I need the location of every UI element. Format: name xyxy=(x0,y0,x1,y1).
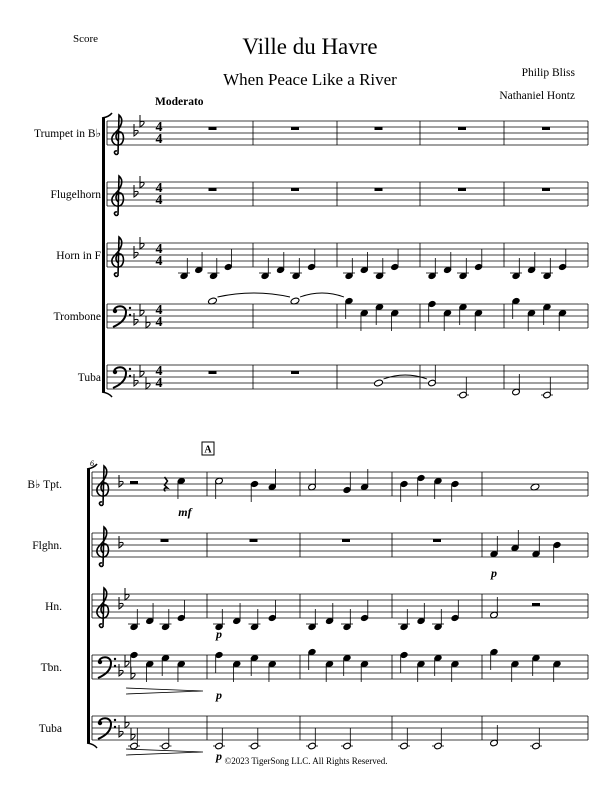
bass-clef-dot xyxy=(129,375,131,377)
dynamic-marking: p xyxy=(216,627,222,641)
flat-icon xyxy=(119,725,123,737)
staff-trumpet-in-b- xyxy=(34,115,588,154)
time-signature-top: 4 xyxy=(155,181,163,196)
whole-rest-icon xyxy=(291,371,299,374)
time-signature-top: 4 xyxy=(155,242,163,257)
whole-rest-icon xyxy=(209,371,217,374)
whole-rest-icon xyxy=(209,188,217,191)
instrument-label: Tuba xyxy=(38,723,62,735)
instrument-label: Trumpet in B♭ xyxy=(34,128,101,140)
whole-rest-icon xyxy=(458,188,466,191)
whole-rest-icon xyxy=(250,539,258,542)
staff-hn- xyxy=(45,588,588,631)
bass-clef-dot xyxy=(114,658,116,660)
instrument-label: Horn in F xyxy=(56,250,101,262)
whole-rest-icon xyxy=(458,127,466,130)
flat-icon xyxy=(119,664,123,676)
whole-rest-icon xyxy=(342,539,350,542)
half-rest-icon xyxy=(532,603,540,606)
tempo-marking: Moderato xyxy=(155,96,204,108)
system-2 xyxy=(27,459,588,750)
bass-clef-dot xyxy=(113,370,117,374)
bracket-hook xyxy=(102,392,112,397)
whole-rest-icon xyxy=(542,188,550,191)
instrument-label: Flugelhorn xyxy=(50,189,101,201)
bass-clef-dot xyxy=(114,665,116,667)
staff-b-tpt- xyxy=(27,459,588,505)
staff-tbn- xyxy=(41,648,588,682)
instrument-label: Tbn. xyxy=(40,662,62,674)
bass-clef-dot xyxy=(98,721,102,725)
time-signature-bottom: 4 xyxy=(155,132,163,147)
staff-tuba xyxy=(39,716,588,750)
flat-icon xyxy=(119,536,123,548)
flat-icon xyxy=(119,597,123,609)
composer: Philip Bliss xyxy=(521,67,575,79)
flat-icon xyxy=(134,313,138,325)
time-signature-bottom: 4 xyxy=(155,254,163,269)
instrument-label: Tuba xyxy=(77,372,101,384)
arranger: Nathaniel Hontz xyxy=(499,90,575,102)
bass-clef-dot xyxy=(114,726,116,728)
time-signature-top: 4 xyxy=(155,303,163,318)
whole-rest-icon xyxy=(291,127,299,130)
flat-icon xyxy=(134,124,138,136)
instrument-label: Trombone xyxy=(53,311,101,323)
tie xyxy=(218,293,291,297)
time-signature-bottom: 4 xyxy=(155,193,163,208)
staff-trombone xyxy=(54,293,589,331)
staff-flugelhorn xyxy=(51,176,588,215)
system-1 xyxy=(34,113,588,399)
bass-clef-dot xyxy=(129,368,131,370)
time-signature-top: 4 xyxy=(155,364,163,379)
dynamic-marking: mf xyxy=(178,505,192,519)
tie xyxy=(300,293,344,297)
bass-clef-dot xyxy=(129,314,131,316)
staff-flghn- xyxy=(32,527,588,566)
bass-clef-dot xyxy=(98,660,102,664)
dynamic-marking: p xyxy=(216,749,222,763)
bass-clef-dot xyxy=(129,307,131,309)
flat-icon xyxy=(134,374,138,386)
instrument-label: B♭ Tpt. xyxy=(27,479,62,491)
flat-icon xyxy=(119,475,123,487)
whole-rest-icon xyxy=(542,127,550,130)
whole-rest-icon xyxy=(291,188,299,191)
flat-icon xyxy=(134,185,138,197)
time-signature-bottom: 4 xyxy=(155,315,163,330)
decrescendo-hairpin xyxy=(126,749,203,755)
piece-subtitle: When Peace Like a River xyxy=(223,70,397,89)
rehearsal-mark: A xyxy=(204,444,212,456)
bass-clef-dot xyxy=(114,719,116,721)
staff-tuba xyxy=(78,364,588,399)
measure-number: 6 xyxy=(90,459,94,468)
instrument-label: Hn. xyxy=(45,601,62,613)
whole-rest-icon xyxy=(375,127,383,130)
copyright: ©2023 TigerSong LLC. All Rights Reserved. xyxy=(224,756,388,766)
flat-icon xyxy=(134,246,138,258)
dynamic-marking: p xyxy=(216,688,222,702)
instrument-label: Flghn. xyxy=(32,540,62,552)
system-bracket xyxy=(87,469,90,743)
piece-title: Ville du Havre xyxy=(242,34,378,59)
whole-rest-icon xyxy=(375,188,383,191)
whole-note xyxy=(374,379,384,387)
whole-rest-icon xyxy=(433,539,441,542)
system-bracket xyxy=(102,118,105,392)
whole-rest-icon xyxy=(161,539,169,542)
bracket-hook xyxy=(87,743,97,748)
decrescendo-hairpin xyxy=(126,688,203,694)
time-signature-top: 4 xyxy=(155,120,163,135)
bracket-hook xyxy=(102,113,112,118)
half-rest-icon xyxy=(130,481,138,484)
time-signature-bottom: 4 xyxy=(155,376,163,391)
staff-horn-in-f xyxy=(56,237,588,280)
whole-rest-icon xyxy=(209,127,217,130)
bass-clef-dot xyxy=(113,309,117,313)
dynamic-marking: p xyxy=(491,566,497,580)
score-label: Score xyxy=(73,33,99,45)
